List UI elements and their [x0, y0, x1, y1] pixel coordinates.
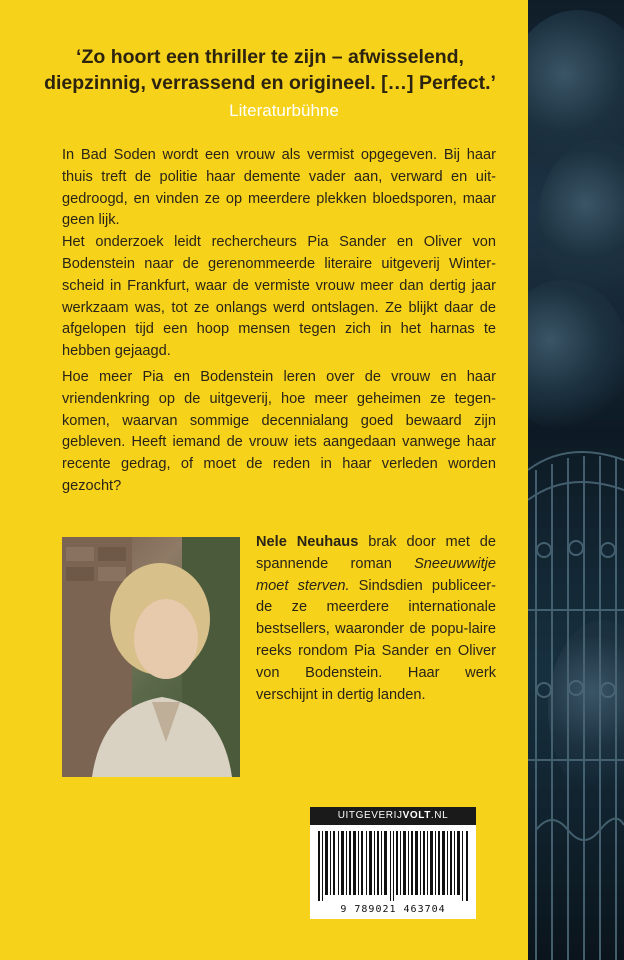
blurb-p2-text: Het onderzoek leidt rechercheurs Pia Sander en Oliver von Bodenstein naar de gerenommeerde literaire uitgeverij Winter-scheid in Frankfurt, waar de vermiste vrouw meer dan dertig jaar werkzaam was, tot ze onlangs werd ontslagen. Ze blijkt daar de afgelopen tijd een hoop mensen tegen zich in het harnas te hebben gejaagd. — [62, 234, 496, 360]
publisher-url — [310, 807, 476, 825]
publisher-suffix: .NL — [430, 810, 449, 821]
barcode — [316, 831, 470, 901]
publisher-prefix: UITGEVERIJ — [337, 810, 403, 821]
blurb-paragraph-3 — [62, 367, 496, 498]
author-book-title: Sneeuwwitje moet sterven. — [256, 555, 496, 594]
publisher-brand: VOLT — [402, 810, 431, 821]
review-quote-line-1: ‘Zo hoort een thriller te zijn – afwisselend, — [76, 46, 464, 68]
review-quote — [40, 44, 500, 96]
barcode-label — [310, 807, 476, 919]
blurb-paragraph-1 — [62, 145, 496, 363]
author-photo — [62, 537, 240, 777]
author-name: Nele Neuhaus — [256, 534, 359, 550]
iron-gate-image — [528, 430, 624, 960]
quote-source: Literaturbühne — [229, 101, 339, 120]
author-bio-part-2: Sindsdien publiceer-de ze meerdere internationale bestsellers, waaronder de popu-laire reeks rondom Pia Sander en Oliver von Bodenstein. Haar werk verschijnt in dertig landen. — [256, 577, 496, 703]
isbn-number: 9 789021 463704 — [340, 904, 446, 915]
author-bio — [256, 532, 496, 706]
blurb-p1-text: In Bad Soden wordt een vrouw als vermist opgegeven. Bij haar thuis treft de politie haar demente vader aan, verward en uit-gedroogd, en vinden ze op meerdere plekken bloedsporen, maar geen lijk. — [62, 147, 496, 229]
review-quote-line-2: diepzinnig, verrassend en origineel. […] Perfect.’ — [44, 72, 496, 94]
author-bio-part-1: brak door met de spannende roman — [256, 534, 496, 572]
blurb-p3-text: Hoe meer Pia en Bodenstein leren over de vrouw en haar vriendenkring op de uitgeverij, hoe meer geheimen ze tegen-komen, waarvan sommige decennialang goed bewaard zijn gebleven. Heeft iemand de vrouw iets aangedaan vanwege haar recente gedrag, of moet de reden in haar verleden worden gezocht? — [62, 369, 496, 494]
